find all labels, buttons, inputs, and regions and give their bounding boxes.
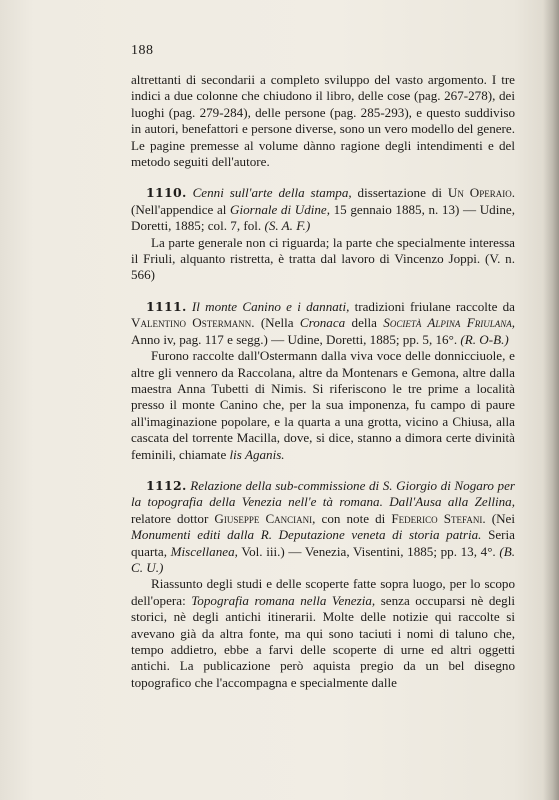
entry-sigla: (R. O-B.): [460, 331, 509, 347]
entry-text: Anno iv, pag. 117 e segg.) — Udine, Doretti, 1885; pp. 5, 16°.: [131, 331, 461, 347]
entry-author: Valentino Ostermann.: [131, 315, 255, 331]
entry-text: 15 gennaio 1885, n. 13) — Udine, Doretti, 1885; col. 7, fol.: [131, 201, 515, 234]
entry-text: dissertazione di: [351, 185, 448, 201]
entry-text: relatore dottor: [131, 510, 215, 526]
entry-number: 1110.: [146, 185, 187, 201]
intro-paragraph: altrettanti di secondarii a completo sviluppo del vasto argomento. I tre indici a due colonne che chiudono il libro, delle cose (pag. 267-278), dei luoghi (pag. 279-284), delle persone (pag. 285-293), e questo suddiviso in autori, benefattori e persone diverse, sono un vero modello del genere. Le pagine premesse al volume dànno ragione degli intendimenti e del metodo seguiti dell'autore.: [131, 72, 515, 170]
entry-misc: Miscellanea,: [170, 543, 238, 559]
entry-note: La parte generale non ci riguarda; la parte che specialmente interessa il Friuli, alquanto ristretta, è tratta dal lavoro di Vincenzo Joppi. (V. n. 566): [131, 234, 515, 283]
entry-sigla: (B. C. U.): [131, 543, 515, 575]
entry-text: (Nella: [254, 315, 300, 331]
entry-note-text: Furono raccolte dall'Ostermann dalla viva voce delle donnicciuole, e altre gli vennero da Raccolana, altre da Montenars e Gemona, altre dalla maestra Anna Tubetti di Nimis. Si riferiscono le tre prime a località presso il monte Canino che, per la sua imponenza, fu campo di paure all'imaginazione popolare, e la quarta a una grotta, vicino a Chiusa, alla cascata del torrente Macilla, dove, si dice, stanno a dimora certe divinità feminili, chiamate: [131, 348, 515, 462]
entry-number: 1112.: [146, 477, 187, 493]
entry-author: Giuseppe Canciani,: [214, 510, 316, 526]
entry-1110: [131, 185, 515, 234]
entry-text: Vol. iii.) — Venezia, Visentini, 1885; pp. 13, 4°.: [237, 543, 500, 559]
entry-journal: Cronaca: [299, 315, 346, 331]
entry-note-italic: lis Aganis.: [229, 446, 285, 462]
entry-1111: [131, 299, 515, 348]
entry-1112: [131, 478, 515, 576]
entry-text: tradizioni friulane raccolte da: [349, 298, 515, 314]
entry-number: 1111.: [146, 298, 187, 314]
entry-text: della: [345, 315, 384, 331]
entry-series: Monumenti editi dalla R. Deputazione veneta di storia patria.: [131, 527, 482, 543]
entry-note-text: senza occuparsi nè degli storici, nè degli antichi itinerarii. Molte delle notizie qui raccolte si avevano già da altra fonte, ma qui sono taciuti i nomi di taluno che, tempo addietro, ebbe a farvi delle scoperte di urne ed altri oggetti antichi. La publicazione però aquista pregio da un bel disegno topografico che l'accompagna e specialmente dalle: [131, 592, 515, 690]
entry-note: [131, 576, 515, 691]
page-number: 188: [131, 43, 154, 58]
entry-journal: Giornale di Udine,: [230, 201, 331, 217]
entry-note: [131, 348, 515, 463]
page-body: [131, 72, 515, 691]
entry-sigla: (S. A. F.): [264, 218, 311, 234]
page-edge-shadow: [543, 0, 559, 800]
entry-text: (Nell'appendice al: [131, 201, 231, 217]
entry-text: (Nei: [485, 510, 515, 526]
entry-text: Seria quarta,: [131, 527, 515, 559]
entry-title: Il monte Canino e i dannati,: [191, 298, 350, 314]
entry-note-text: Riassunto degli studi e delle scoperte fatte sopra luogo, per lo scopo dell'opera:: [131, 576, 515, 608]
entry-title: Cenni sull'arte della stampa,: [192, 185, 352, 201]
entry-title: Relazione della sub-commissione di S. Giorgio di Nogaro per la topografia della Venezia nell'e tà romana. Dall'Ausa alla Zellina,: [131, 477, 515, 510]
entry-author: Un Operaio.: [447, 185, 515, 201]
entry-society: Società Alpina Friulana,: [383, 315, 516, 331]
entry-note-italic: Topografia romana nella Venezia,: [191, 592, 376, 608]
entry-author-2: Federico Stefani.: [391, 510, 486, 526]
entry-text: con note di: [315, 510, 392, 526]
